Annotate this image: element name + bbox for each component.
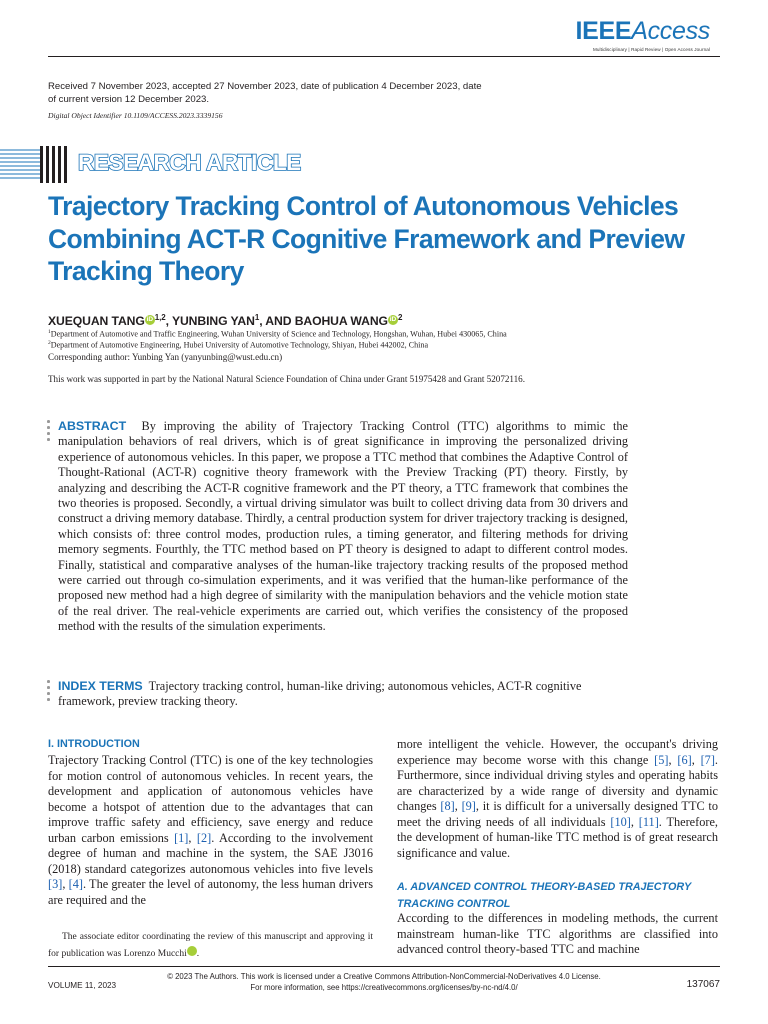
- author-affil-sup: 1,2: [154, 313, 166, 322]
- page-number: 137067: [686, 979, 720, 990]
- intro-paragraph-3: According to the differences in modeling methods, the current mainstream human-like TTC algorithms are classified into advanced control theory-based TTC and machine: [397, 911, 718, 956]
- intro-paragraph-2: more intelligent the vehicle. However, the occupant's driving experience may become worse with this change [5], [6], [7]. Furthermore, since individual driving styles and operating habits are characterized by a wide range of diversity and dynamic changes [8], [9], it is difficult for a universally designed TTC to meet the driving needs of all individuals [10], [11]. Therefore, the development of human-like TTC method is of great research significance and value.: [397, 737, 719, 860]
- author-affil-sup: 2: [397, 313, 403, 322]
- author-affil-sup: 1: [254, 313, 260, 322]
- affiliation-1: $^1$Department of Automotive and Traffic Engineering, Wuhan University of Science and Technology, Hongshan, Wuhan, Hubei 430065, China: [48, 329, 507, 339]
- citation-link[interactable]: [4]: [68, 877, 83, 891]
- author-name: , YUNBING YAN: [165, 314, 255, 329]
- citation-link[interactable]: [11]: [638, 814, 659, 829]
- citation-link[interactable]: [3]: [48, 877, 63, 891]
- citation-link[interactable]: [8]: [440, 799, 455, 813]
- section-heading: I. INTRODUCTION: [48, 738, 140, 750]
- journal-logo: [575, 18, 710, 52]
- volume-label: VOLUME 11, 2023: [48, 981, 117, 990]
- subsection-heading: A. ADVANCED CONTROL THEORY-BASED TRAJECTORY TRACKING CONTROL: [397, 881, 691, 910]
- logo-tagline: Multidisciplinary | Rapid Review | Open Access Journal: [592, 47, 710, 52]
- index-terms-label: INDEX TERMS: [58, 679, 143, 693]
- index-terms-text: Trajectory tracking control, human-like driving; autonomous vehicles, ACT-R cognitive framework, preview tracking theory.: [58, 679, 582, 709]
- author-name: XUEQUAN TANG: [48, 314, 145, 329]
- citation-link[interactable]: [1]: [174, 830, 189, 845]
- editor-note: The associate editor coordinating the review of this manuscript and approving it for publication was Lorenzo Mucchi iD.: [48, 932, 373, 959]
- corresponding-author: Corresponding author: Yunbing Yan (yanyunbing@wust.edu.cn): [48, 352, 283, 362]
- footer-divider: [48, 966, 720, 967]
- orcid-icon[interactable]: iD: [389, 316, 397, 324]
- abstract-label: ABSTRACT: [58, 419, 127, 433]
- funding-note: This work was supported in part by the National Natural Science Foundation of China under Grant 51975428 and Grant 52072116.: [48, 374, 525, 384]
- author-name: , AND BAOHUA WANG: [259, 314, 388, 329]
- citation-link[interactable]: [5]: [654, 752, 669, 767]
- orcid-icon[interactable]: iD: [187, 946, 197, 956]
- abstract-text: By improving the ability of Trajectory Tracking Control (TTC) algorithms to mimic the manipulation behaviors of real drivers, which is of great significance in improving the personalized driving experience of autonomous vehicles. In this paper, we propose a TTC method that combines the Adaptive Control of Thought-Rational (ACT-R) cognitive theory framework with the Preview Tracking (PT) theory. Firstly, by analyzing and describing the ACT-R cognitive framework and the PT theory, a TTC framework that combines the two theories is proposed. Secondly, a virtual driving simulator was built to collect driving data from 30 drivers and construct a driving memory database. Thirdly, a central production system for driver trajectory tracking is designed, which consists of: three control modes, production rules, a timing generator, and filtering methods for driving memory segments. Fourthly, the TTC method based on PT theory is designed to adapt to different control modes. Finally, statistical and comparative analyses of the human-like trajectory tracking results of the proposed method were carried out through co-simulation experiments, and it was verified that the human-like performance of the proposed new method had a high degree of similarity with the manipulation behaviors and the vehicle motion state of the real driver. The real-vehicle experiments are carried out, which verifies the consistency of the proposed method with the results of the simulation experiments.: [58, 419, 628, 634]
- affiliation-2: $^2$Department of Automotive Engineering, Hubei University of Automotive Technology, Shiyan, Hubei 442002, China: [48, 340, 429, 351]
- citation-link[interactable]: [9]: [461, 799, 476, 813]
- abstract: [58, 419, 628, 635]
- license-notice: © 2023 The Authors. This work is licensed under a Creative Commons Attribution-NonCommercial-NoDerivatives 4.0 License. For more information, see https://creativecommons.org/licenses/by-nc-nd/4.0/: [167, 972, 601, 992]
- research-article-banner: RESEARCH ARTICLE: [78, 150, 301, 175]
- index-terms-dots-icon: [47, 680, 50, 704]
- banner-bars-icon: [40, 146, 68, 183]
- intro-paragraph-1: Trajectory Tracking Control (TTC) is one of the key technologies for motion control of autonomous vehicles. In recent years, the development and application of autonomous vehicles have become a hotspot of attention due to the advantages that can improve traffic safety and efficiency, save energy and reduce urban carbon emissions [1], [2]. According to the involvement degree of human and machine in the system, the SAE J3016 (2018) standard categorizes autonomous vehicles into five levels [3], [4]. The greater the level of autonomy, the less human drivers are required and the: [48, 753, 373, 907]
- citation-link[interactable]: [7]: [700, 752, 715, 767]
- citation-link[interactable]: [2]: [196, 830, 212, 845]
- logo-wordmark: IEEEAccess: [575, 17, 710, 45]
- banner-stripes-icon: [0, 148, 40, 181]
- paper-title: Trajectory Tracking Control of Autonomous Vehicles Combining ACT-R Cognitive Framework and Preview Tracking Theory: [48, 191, 685, 286]
- abstract-dots-icon: [47, 420, 50, 444]
- citation-link[interactable]: [10]: [610, 814, 631, 829]
- doi-line: Digital Object Identifier 10.1109/ACCESS.2023.3339156: [48, 111, 223, 120]
- orcid-icon[interactable]: iD: [146, 316, 153, 324]
- header-divider: [48, 56, 720, 57]
- received-dates: Received 7 November 2023, accepted 27 November 2023, date of publication 4 December 2023, date of current version 12 December 2023.: [48, 81, 482, 105]
- affiliations: [48, 328, 668, 351]
- citation-link[interactable]: [6]: [677, 752, 692, 767]
- author-list: [48, 313, 402, 328]
- index-terms: [58, 679, 628, 710]
